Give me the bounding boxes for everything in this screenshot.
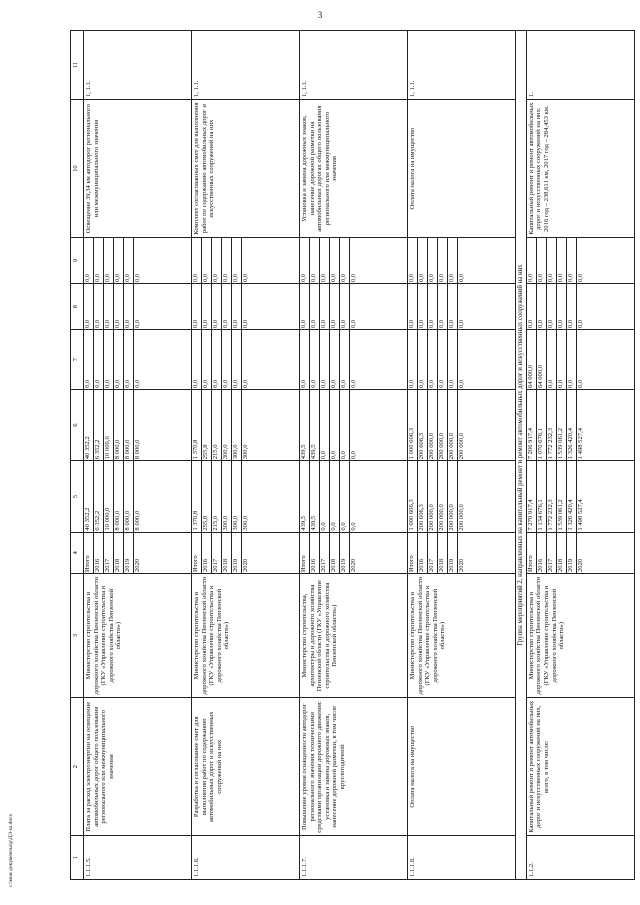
value-cell: Итого — [527, 533, 537, 573]
value-cell: 2020 — [458, 558, 465, 573]
value-cell: 200 000,0 — [458, 504, 465, 531]
indicator-ref: 1, 1.1. — [84, 31, 192, 100]
value-cell: 200 000,0 — [428, 461, 438, 531]
group-title: Группа мероприятий 2, направленных на капитальный ремонт и ремонт автомобильных дорог и искусственных сооружений на них — [516, 31, 527, 880]
value-cell: 0,0 — [547, 284, 557, 329]
value-cell: 0,0 — [557, 330, 567, 389]
local-cell — [192, 284, 300, 330]
value-cell: 8 000,0 — [134, 439, 141, 460]
value-cell: 1 000 606,3 — [408, 461, 418, 531]
value-cell: 0,0 — [547, 238, 557, 283]
row-number: 1.1.1.8. — [408, 836, 516, 880]
value-cell: 1 539 061,2 — [557, 461, 567, 531]
row-number: 1.1.2. — [526, 836, 634, 880]
rotated-page — [70, 30, 610, 880]
col-header: 2 — [71, 698, 84, 836]
value-cell: 0,0 — [114, 284, 124, 329]
regional-cell — [84, 389, 192, 460]
value-cell: 0,0 — [527, 238, 537, 283]
value-cell: 0,0 — [557, 284, 567, 329]
value-cell: 0,0 — [350, 379, 357, 388]
result-text: Установка и замена дорожных знаков, нанесение дорожной разметки на автомобильных дорогах общего пользования регионального или межмуниципального значения — [300, 100, 408, 238]
table-row — [192, 31, 300, 880]
value-cell: 0,0 — [310, 330, 320, 389]
years-cell — [84, 532, 192, 573]
value-cell: 200 000,0 — [428, 390, 438, 460]
value-cell: 0,0 — [232, 284, 242, 329]
value-cell: 10 000,0 — [104, 390, 114, 460]
value-cell: 0,0 — [537, 284, 547, 329]
value-cell: 0,0 — [448, 284, 458, 329]
value-cell: 300,0 — [222, 390, 232, 460]
value-cell: 0,0 — [242, 319, 249, 329]
federal-cell — [526, 330, 634, 390]
value-cell: 2016 — [202, 533, 212, 573]
executor: Министерство строительства и дорожного хозяйства Пензенской области (ГКУ «Управление строительства и дорожного хозяйства Пензенской области») — [408, 574, 516, 698]
value-cell: 255,8 — [202, 390, 212, 460]
value-cell: 64 000,0 — [527, 330, 537, 389]
value-cell: 0,0 — [232, 330, 242, 389]
value-cell: 0,0 — [222, 284, 232, 329]
regional-cell — [526, 389, 634, 460]
value-cell: 0,0 — [134, 273, 141, 283]
value-cell: 0,0 — [192, 284, 202, 329]
value-cell: 0,0 — [350, 522, 357, 531]
value-cell: 0,0 — [212, 330, 222, 389]
value-cell: 215,0 — [212, 390, 222, 460]
landscape-table-wrap — [70, 30, 610, 880]
value-cell: 300,0 — [242, 444, 249, 460]
executor: Министерство строительства, архитектуры и дорожного хозяйства Пензенской области (ГКУ «Управление строительства и дорожного хозяйства Пензенской области») — [300, 574, 408, 698]
value-cell: 0,0 — [340, 284, 350, 329]
value-cell: 0,0 — [330, 284, 340, 329]
value-cell: 1 370,8 — [192, 390, 202, 460]
value-cell: 0,0 — [340, 330, 350, 389]
value-cell: 0,0 — [84, 284, 94, 329]
value-cell: 0,0 — [547, 330, 557, 389]
value-cell: 0,0 — [124, 238, 134, 283]
other-cell — [84, 238, 192, 284]
value-cell: 2019 — [232, 533, 242, 573]
value-cell: 0,0 — [408, 238, 418, 283]
indicator-ref: 1, 1.1. — [408, 31, 516, 100]
table-row — [300, 31, 408, 880]
value-cell: 439,5 — [300, 390, 310, 460]
value-cell: 0,0 — [202, 284, 212, 329]
value-cell: 2019 — [340, 533, 350, 573]
value-cell: 439,5 — [310, 461, 320, 531]
value-cell: 8 000,0 — [134, 510, 141, 531]
value-cell: 300,0 — [232, 390, 242, 460]
col-header: 9 — [71, 238, 84, 284]
total-cell — [300, 461, 408, 532]
value-cell: 0,0 — [84, 238, 94, 283]
value-cell: 0,0 — [320, 390, 330, 460]
result-text: Оплата налога на имущество — [408, 100, 516, 238]
value-cell: 0,0 — [232, 238, 242, 283]
executor: Министерство строительства и дорожного хозяйства Пензенской области (ГКУ «Управление строительства и дорожного хозяйства Пензенской области») — [84, 574, 192, 698]
col-header: 5 — [71, 461, 84, 532]
value-cell: 1 498 527,4 — [576, 499, 584, 531]
value-cell: 0,0 — [300, 238, 310, 283]
value-cell: 0,0 — [340, 390, 350, 460]
value-cell: 1 000 606,3 — [408, 390, 418, 460]
value-cell: 2019 — [124, 533, 134, 573]
value-cell: 0,0 — [202, 330, 212, 389]
row-number: 1.1.1.6. — [192, 836, 300, 880]
table-row — [526, 31, 634, 880]
value-cell: 0,0 — [84, 330, 94, 389]
value-cell: 0,0 — [428, 284, 438, 329]
value-cell: 0,0 — [310, 284, 320, 329]
regional-cell — [300, 389, 408, 460]
value-cell: 0,0 — [340, 238, 350, 283]
value-cell: 0,0 — [94, 238, 104, 283]
value-cell: 0,0 — [576, 319, 584, 329]
page-number: 3 — [317, 10, 323, 20]
indicator-ref: 1. — [526, 31, 634, 100]
indicator-ref: 1, 1.1. — [192, 31, 300, 100]
value-cell: 2020 — [242, 558, 249, 573]
other-cell — [526, 238, 634, 284]
value-cell: 1 498 527,4 — [576, 427, 584, 460]
value-cell: 0,0 — [104, 238, 114, 283]
value-cell: 0,0 — [567, 238, 577, 283]
value-cell: 0,0 — [94, 330, 104, 389]
value-cell: 6 352,2 — [94, 461, 104, 531]
result-text: Комплект согласованных смет для выполнения работ по содержанию автомобильных дорог и искусственных сооружений на них — [192, 100, 300, 238]
measure-name: Оплата налога на имущество — [408, 698, 516, 836]
table-row — [408, 31, 516, 880]
value-cell: 0,0 — [448, 330, 458, 389]
value-cell: 0,0 — [300, 330, 310, 389]
value-cell: 0,0 — [222, 238, 232, 283]
value-cell: 2020 — [576, 558, 584, 573]
value-cell: 7 270 917,4 — [527, 461, 537, 531]
value-cell: 0,0 — [330, 390, 340, 460]
value-cell: 1 134 676,1 — [537, 461, 547, 531]
value-cell: 0,0 — [134, 379, 141, 388]
federal-cell — [408, 330, 516, 390]
value-cell: 2018 — [330, 533, 340, 573]
value-cell: 0,0 — [438, 284, 448, 329]
value-cell: 8 000,0 — [124, 461, 134, 531]
result-text: Освещение 39,34 км автодорог регионального или межмуниципального значения — [84, 100, 192, 238]
value-cell: 64 000,0 — [537, 330, 547, 389]
value-cell: 7 206 917,4 — [527, 390, 537, 460]
value-cell: 0,0 — [242, 273, 249, 283]
value-cell: 1 370,8 — [192, 461, 202, 531]
value-cell: 0,0 — [242, 379, 249, 388]
executor: Министерство строительства и дорожного хозяйства Пензенской области (ГКУ «Управление строительства и дорожного хозяйства Пензенской области») — [192, 574, 300, 698]
value-cell: 0,0 — [428, 330, 438, 389]
measure-name: Повышение уровня оснащенности автодорог регионального значения техническими средствами организации дорожного движения: установка и замена дорожных знаков, нанесение дорожной разметки, в том числе круглогодичной — [300, 698, 408, 836]
col-header: 3 — [71, 574, 84, 698]
local-cell — [84, 284, 192, 330]
value-cell: 200 000,0 — [448, 390, 458, 460]
executor: Министерство строительства и дорожного хозяйства Пензенской области (ГКУ «Управление строительства и дорожного хозяйства Пензенской области») — [526, 574, 634, 698]
col-header: 4 — [71, 532, 84, 573]
value-cell: 0,0 — [320, 461, 330, 531]
other-cell — [300, 238, 408, 284]
col-header: 7 — [71, 330, 84, 390]
col-header: 8 — [71, 284, 84, 330]
value-cell: 8 000,0 — [124, 390, 134, 460]
other-cell — [192, 238, 300, 284]
value-cell: 2016 — [310, 533, 320, 573]
value-cell: 0,0 — [192, 330, 202, 389]
value-cell: 0,0 — [192, 238, 202, 283]
value-cell: 0,0 — [350, 273, 357, 283]
federal-cell — [300, 330, 408, 390]
value-cell: Итого — [408, 533, 418, 573]
value-cell: 0,0 — [438, 330, 448, 389]
measure-name: Капитальный ремонт и ремонт автомобильных дорог и искусственных сооружений на них, всего, в том числе: — [526, 698, 634, 836]
regional-cell — [408, 389, 516, 460]
value-cell: Итого — [300, 533, 310, 573]
value-cell: 2017 — [547, 533, 557, 573]
value-cell: 300,0 — [242, 515, 249, 531]
other-cell — [408, 238, 516, 284]
local-cell — [408, 284, 516, 330]
value-cell: 0,0 — [448, 238, 458, 283]
measure-name: Разработка и согласование смет для выполнения работ по содержанию автомобильных дорог и искусственных сооружений на них — [192, 698, 300, 836]
header-row — [71, 31, 84, 880]
total-cell — [526, 461, 634, 532]
value-cell: 200 606,3 — [418, 390, 428, 460]
value-cell: 0,0 — [320, 330, 330, 389]
value-cell: 2017 — [428, 533, 438, 573]
value-cell: 2018 — [222, 533, 232, 573]
value-cell: 0,0 — [438, 238, 448, 283]
value-cell: 0,0 — [222, 330, 232, 389]
years-cell — [300, 532, 408, 573]
value-cell: 215,0 — [212, 461, 222, 531]
value-cell: 1 772 232,3 — [547, 390, 557, 460]
value-cell: 0,0 — [576, 379, 584, 388]
value-cell: 0,0 — [458, 379, 465, 388]
regional-cell — [192, 389, 300, 460]
value-cell: 0,0 — [104, 330, 114, 389]
value-cell: 0,0 — [350, 319, 357, 329]
col-header: 10 — [71, 100, 84, 238]
value-cell: 10 000,0 — [104, 461, 114, 531]
value-cell: 0,0 — [418, 284, 428, 329]
value-cell: 255,8 — [202, 461, 212, 531]
value-cell: 200 606,3 — [418, 461, 428, 531]
value-cell: 2017 — [212, 533, 222, 573]
value-cell: 300,0 — [232, 461, 242, 531]
value-cell: 2016 — [418, 533, 428, 573]
value-cell: 0,0 — [212, 284, 222, 329]
col-header: 6 — [71, 389, 84, 460]
value-cell: 2018 — [438, 533, 448, 573]
value-cell: 0,0 — [320, 238, 330, 283]
value-cell: 2016 — [94, 533, 104, 573]
value-cell: 0,0 — [576, 273, 584, 283]
program-table — [70, 30, 635, 880]
footer-path: c:\мои документы\р\ДЭ-ш.docx — [8, 813, 14, 887]
value-cell: 200 000,0 — [448, 461, 458, 531]
value-cell: 0,0 — [408, 330, 418, 389]
value-cell: 0,0 — [330, 238, 340, 283]
value-cell: 0,0 — [408, 284, 418, 329]
value-cell: 0,0 — [557, 238, 567, 283]
value-cell: 8 000,0 — [114, 390, 124, 460]
value-cell: 0,0 — [94, 284, 104, 329]
local-cell — [526, 284, 634, 330]
value-cell: 0,0 — [418, 238, 428, 283]
total-cell — [408, 461, 516, 532]
value-cell: 0,0 — [330, 330, 340, 389]
value-cell: 40 352,2 — [84, 390, 94, 460]
value-cell: 0,0 — [537, 238, 547, 283]
value-cell: 40 352,2 — [84, 461, 94, 531]
value-cell: 0,0 — [458, 319, 465, 329]
col-header: 1 — [71, 836, 84, 880]
value-cell: 1 326 420,4 — [567, 390, 577, 460]
row-number: 1.1.1.5. — [84, 836, 192, 880]
value-cell: 2020 — [134, 558, 141, 573]
table-row — [84, 31, 192, 880]
value-cell: 0,0 — [114, 238, 124, 283]
value-cell: Итого — [192, 533, 202, 573]
col-header: 11 — [71, 31, 84, 100]
value-cell: 2017 — [104, 533, 114, 573]
years-cell — [408, 532, 516, 573]
table-body — [84, 31, 635, 880]
local-cell — [300, 284, 408, 330]
value-cell: 1 326 420,4 — [567, 461, 577, 531]
value-cell: Итого — [84, 533, 94, 573]
result-text: Капитальный ремонт и ремонт автомобильных дорог и искусственных сооружений на них: 2016 год – 238,611 км, 2017 год – 284,453 км. — [526, 100, 634, 238]
value-cell: 200 000,0 — [458, 432, 465, 460]
value-cell: 0,0 — [567, 284, 577, 329]
value-cell: 0,0 — [310, 238, 320, 283]
total-cell — [192, 461, 300, 532]
value-cell: 439,5 — [310, 390, 320, 460]
value-cell: 1 772 232,3 — [547, 461, 557, 531]
value-cell: 0,0 — [300, 284, 310, 329]
value-cell: 0,0 — [428, 238, 438, 283]
value-cell: 2018 — [114, 533, 124, 573]
group-title-row — [516, 31, 527, 880]
value-cell: 2019 — [448, 533, 458, 573]
row-number: 1.1.1.7. — [300, 836, 408, 880]
value-cell: 2017 — [320, 533, 330, 573]
value-cell: 0,0 — [124, 330, 134, 389]
value-cell: 0,0 — [458, 273, 465, 283]
federal-cell — [84, 330, 192, 390]
value-cell: 0,0 — [202, 238, 212, 283]
value-cell: 200 000,0 — [438, 461, 448, 531]
indicator-ref: 1, 1.1. — [300, 31, 408, 100]
value-cell: 0,0 — [114, 330, 124, 389]
value-cell: 0,0 — [134, 319, 141, 329]
value-cell: 0,0 — [340, 461, 350, 531]
value-cell: 1 539 061,2 — [557, 390, 567, 460]
value-cell: 6 352,2 — [94, 390, 104, 460]
value-cell: 2019 — [567, 533, 577, 573]
value-cell: 2016 — [537, 533, 547, 573]
value-cell: 0,0 — [330, 461, 340, 531]
value-cell: 0,0 — [567, 330, 577, 389]
value-cell: 0,0 — [124, 284, 134, 329]
total-cell — [84, 461, 192, 532]
value-cell: 0,0 — [350, 451, 357, 460]
value-cell: 8 000,0 — [114, 461, 124, 531]
years-cell — [526, 532, 634, 573]
value-cell: 439,5 — [300, 461, 310, 531]
years-cell — [192, 532, 300, 573]
value-cell: 300,0 — [222, 461, 232, 531]
value-cell: 0,0 — [418, 330, 428, 389]
value-cell: 2018 — [557, 533, 567, 573]
value-cell: 1 070 676,1 — [537, 390, 547, 460]
value-cell: 2020 — [350, 558, 357, 573]
value-cell: 0,0 — [527, 284, 537, 329]
value-cell: 0,0 — [320, 284, 330, 329]
value-cell: 200 000,0 — [438, 390, 448, 460]
value-cell: 0,0 — [104, 284, 114, 329]
value-cell: 0,0 — [212, 238, 222, 283]
measure-name: Плата за расход электроэнергии на освещение автомобильных дорог общего пользования регионального или межмуниципального значения — [84, 698, 192, 836]
federal-cell — [192, 330, 300, 390]
